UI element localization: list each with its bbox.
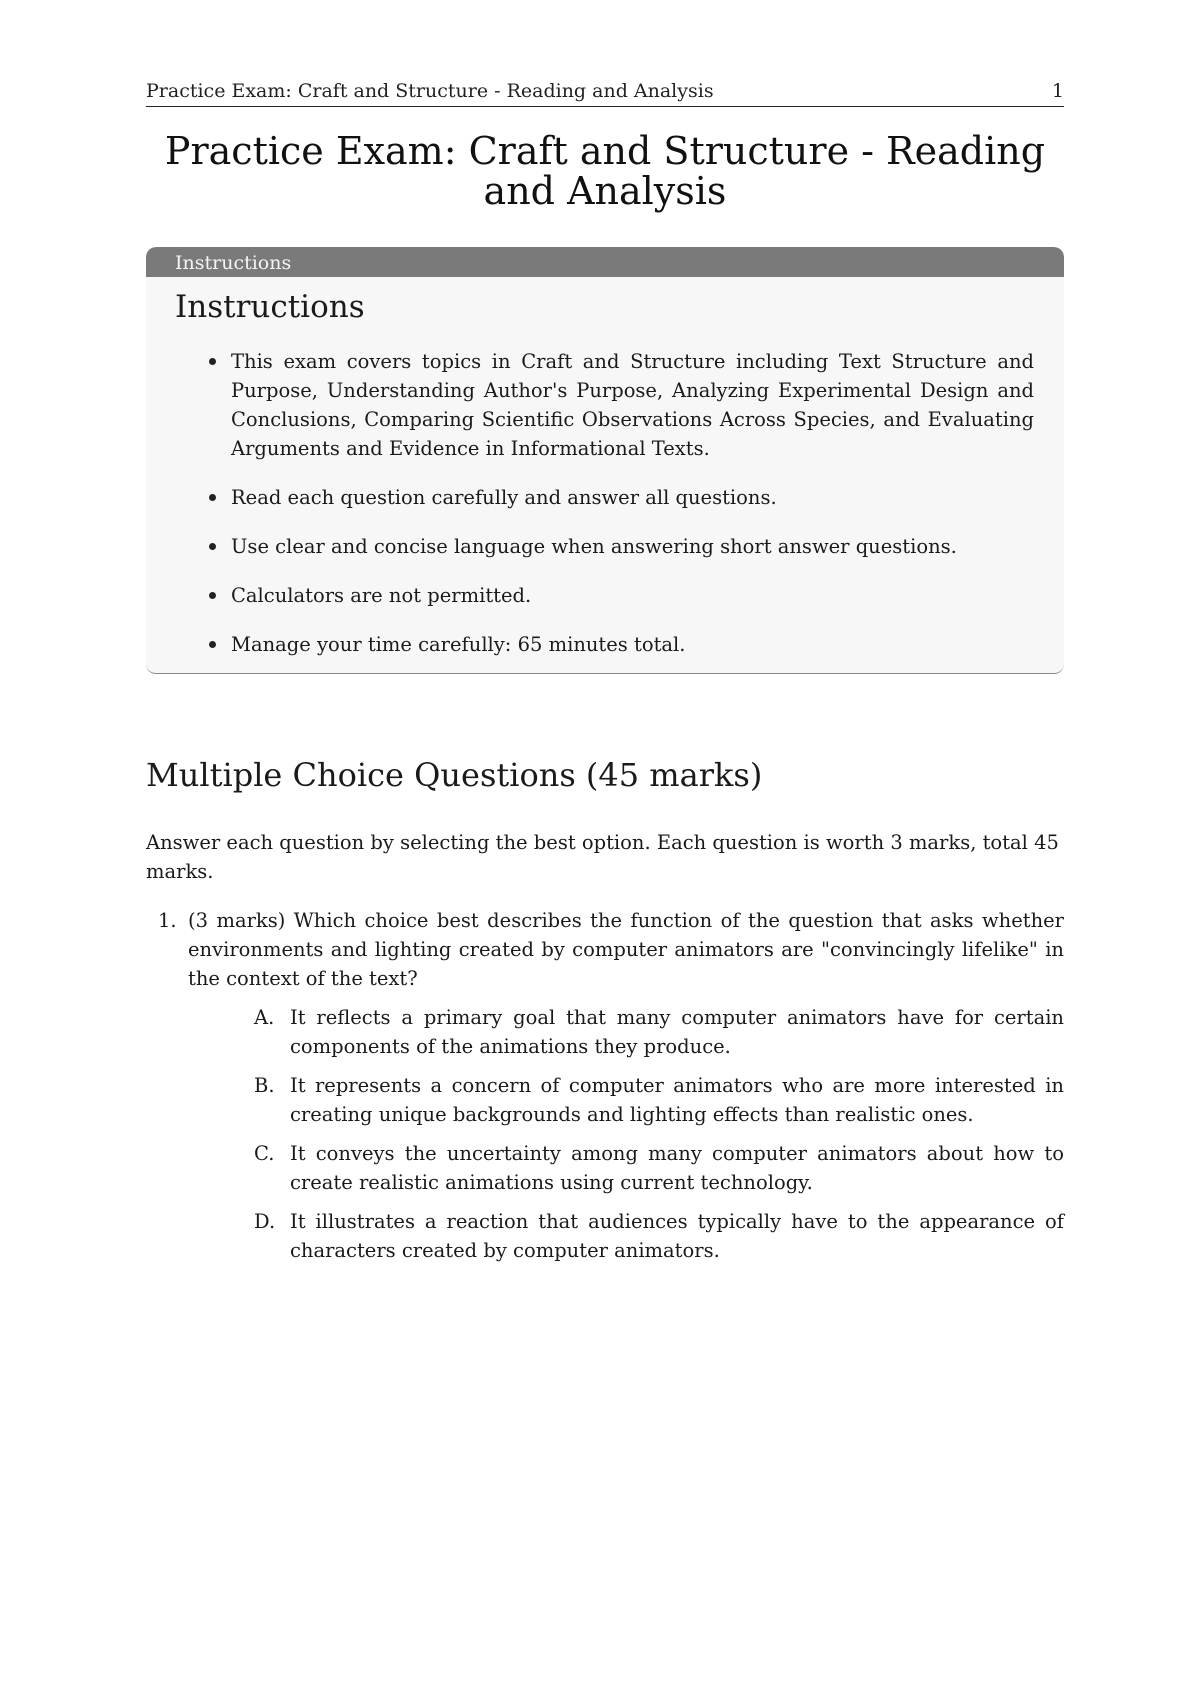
instruction-item (207, 483, 1034, 512)
instruction-item (207, 532, 1034, 561)
question-text: (3 marks) Which choice best describes the function of the question that asks whether environments and lighting created by computer animators are "convincingly lifelike" in the context of the text? (188, 909, 1064, 990)
instructions-list (175, 347, 1034, 659)
option-letter: B. (254, 1074, 275, 1097)
page-number: 1 (1051, 80, 1064, 102)
running-header (146, 80, 1064, 107)
instruction-text: This exam covers topics in Craft and Structure including Text Structure and Purpose, Understanding Author's Purpose, Analyzing Experimental Design and Conclusions, Comparing Scientific Observations Across Species, and Evaluating Arguments and Evidence in Informational Texts. (231, 350, 1034, 460)
option-letter: D. (254, 1210, 276, 1233)
instruction-text: Calculators are not permitted. (231, 584, 532, 607)
bullet-icon (209, 358, 216, 365)
instruction-item (207, 581, 1034, 610)
exam-page (146, 80, 1064, 1275)
instructions-heading: Instructions (175, 289, 365, 325)
bullet-icon (209, 494, 216, 501)
instructions-box-body (146, 277, 1064, 673)
answer-option-a[interactable] (254, 1003, 1064, 1061)
option-text: It represents a concern of computer animators who are more interested in creating unique backgrounds and lighting effects than realistic ones. (290, 1074, 1064, 1126)
instruction-text: Manage your time carefully: 65 minutes total. (231, 633, 686, 656)
bullet-icon (209, 592, 216, 599)
instruction-item (207, 630, 1034, 659)
option-list (188, 1003, 1064, 1265)
bullet-icon (209, 641, 216, 648)
instructions-box (146, 247, 1064, 674)
document-title: Practice Exam: Craft and Structure - Reading and Analysis (164, 129, 1046, 213)
answer-option-c[interactable] (254, 1139, 1064, 1197)
answer-option-d[interactable] (254, 1207, 1064, 1265)
section-intro: Answer each question by selecting the best option. Each question is worth 3 marks, total 45 marks. (146, 831, 1059, 883)
question-item (146, 906, 1064, 1265)
option-text: It conveys the uncertainty among many computer animators about how to create realistic animations using current technology. (290, 1142, 1064, 1194)
instruction-text: Read each question carefully and answer all questions. (231, 486, 777, 509)
section-heading: Multiple Choice Questions (45 marks) (146, 756, 763, 794)
option-text: It reflects a primary goal that many computer animators have for certain components of the animations they produce. (290, 1006, 1064, 1058)
bullet-icon (209, 543, 216, 550)
option-text: It illustrates a reaction that audiences typically have to the appearance of characters created by computer animators. (290, 1210, 1064, 1262)
answer-option-b[interactable] (254, 1071, 1064, 1129)
option-letter: C. (254, 1142, 275, 1165)
question-list (146, 906, 1064, 1265)
instruction-text: Use clear and concise language when answering short answer questions. (231, 535, 957, 558)
question-number: 1. (158, 909, 177, 932)
option-letter: A. (254, 1006, 275, 1029)
instruction-item (207, 347, 1034, 463)
instructions-box-title-bar: Instructions (146, 247, 1064, 277)
running-title: Practice Exam: Craft and Structure - Reading and Analysis (146, 80, 714, 102)
